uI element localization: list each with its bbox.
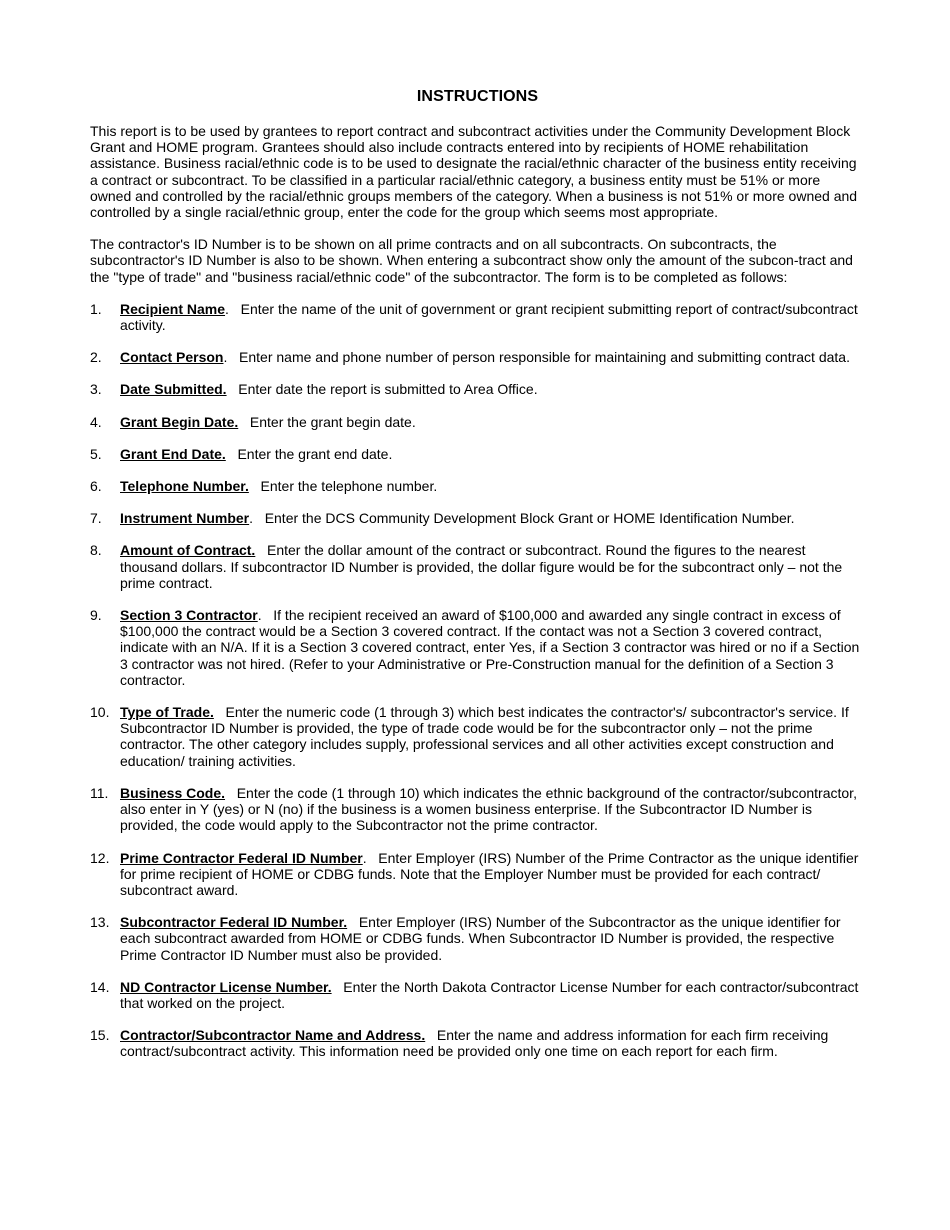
- list-item: [90, 349, 865, 365]
- list-item: [90, 850, 865, 899]
- instruction-list: [90, 301, 865, 1060]
- item-number: 12.: [90, 849, 110, 866]
- item-term-punctuation: .: [249, 510, 254, 527]
- list-item: [90, 510, 865, 526]
- item-number: 11.: [90, 784, 109, 801]
- item-description: Enter the name of the unit of government or grant recipient submitting report of contract/subcontract activity.: [120, 300, 858, 334]
- item-number: 13.: [90, 914, 110, 931]
- item-term: Amount of Contract.: [120, 542, 256, 559]
- list-item: [90, 914, 865, 963]
- item-number: 6.: [90, 478, 102, 495]
- item-description: Enter the grant begin date.: [249, 413, 416, 430]
- item-term: Grant Begin Date.: [120, 413, 239, 430]
- item-description: Enter the DCS Community Development Block Grant or HOME Identification Number.: [264, 510, 795, 527]
- item-description: Enter Employer (IRS) Number of the Prime Contractor as the unique identifier for prime recipient of HOME or CDBG funds. Note that the Employer Number must be provided for each contract/ subcontract award.: [120, 849, 859, 898]
- list-item: [90, 1027, 865, 1059]
- list-item: [90, 607, 865, 688]
- item-description: Enter the North Dakota Contractor License Number for each contractor/subcontract that worked on the project.: [120, 978, 859, 1011]
- item-term: Contractor/Subcontractor Name and Address.: [120, 1027, 426, 1044]
- item-term: Subcontractor Federal ID Number.: [120, 914, 348, 931]
- item-description: Enter name and phone number of person responsible for maintaining and submitting contract data.: [239, 349, 850, 366]
- list-item: [90, 301, 865, 333]
- item-term: Instrument Number: [120, 510, 250, 527]
- list-item: [90, 785, 865, 834]
- item-number: 1.: [90, 300, 102, 317]
- item-number: 3.: [90, 381, 102, 398]
- item-description: Enter the numeric code (1 through 3) which best indicates the contractor's/ subcontractor's service. If Subcontractor ID Number is provided, the type of trade code would be for the subcontractor only – not the prime contractor. The other category includes supply, professional services and all other activities except construction and education/ training activities.: [120, 704, 849, 769]
- item-description: Enter the name and address information for each firm receiving contract/subcontract activity. This information need be provided only one time on each report for each firm.: [120, 1027, 829, 1060]
- item-term: Business Code.: [120, 784, 226, 801]
- list-item: [90, 478, 865, 494]
- item-term-punctuation: .: [362, 849, 367, 866]
- item-term-punctuation: .: [223, 349, 228, 366]
- item-description: If the recipient received an award of $100,000 and awarded any single contract in excess of $100,000 the contract would be a Section 3 covered contract. If the contact was not a Section 3 covered contract, indicate with an N/A. If it is a Section 3 covered contract, enter Yes, if a Section 3 contractor was hired or no if a Section 3 contractor was not hired. (Refer to your Administrative or Pre-Construction manual for the definition of a Section 3 contractor.: [120, 607, 860, 688]
- instructions-page: [90, 87, 865, 1076]
- list-item: [90, 414, 865, 430]
- item-term: Date Submitted.: [120, 381, 227, 398]
- intro-paragraph-1: This report is to be used by grantees to report contract and subcontract activities under the Community Development Block Grant and HOME program. Grantees should also include contracts entered into by recipients of HOME rehabilitation assistance. Business racial/ethnic code is to be used to designate the racial/ethnic character of the business entity receiving a contract or subcontract. To be classified in a particular racial/ethnic category, a business entity must be 51% or more owned and controlled by the racial/ethnic groups members of the category. When a business is not 51% or more owned and controlled by a single racial/ethnic group, enter the code for the group which seems most appropriate.: [90, 123, 858, 221]
- item-number: 8.: [90, 542, 102, 559]
- item-number: 9.: [90, 607, 102, 624]
- item-term: Type of Trade.: [120, 704, 214, 721]
- item-term: Telephone Number.: [120, 478, 249, 495]
- item-number: 5.: [90, 445, 102, 462]
- item-number: 4.: [90, 413, 102, 430]
- item-term: Recipient Name: [120, 300, 226, 317]
- item-number: 2.: [90, 349, 102, 366]
- intro-paragraph-2: The contractor's ID Number is to be shown on all prime contracts and on all subcontracts. On subcontracts, the subcontractor's ID Number is also to be shown. When entering a subcontract show only the amount of the subcon-tract and the "type of trade" and "business racial/ethnic code" of the subcontractor. The form is to be completed as follows:: [90, 236, 853, 285]
- list-item: [90, 446, 865, 462]
- item-number: 7.: [90, 510, 102, 527]
- item-description: Enter the grant end date.: [237, 445, 393, 462]
- item-description: Enter date the report is submitted to Area Office.: [238, 381, 538, 398]
- item-term: ND Contractor License Number.: [120, 978, 332, 995]
- list-item: [90, 979, 865, 1011]
- item-term: Grant End Date.: [120, 445, 226, 462]
- item-description: Enter the dollar amount of the contract or subcontract. Round the figures to the nearest thousand dollars. If subcontractor ID Number is provided, the dollar figure would be for the subcontract only – not the prime contract.: [120, 542, 843, 591]
- item-description: Enter the telephone number.: [260, 478, 438, 495]
- item-description: Enter the code (1 through 10) which indicates the ethnic background of the contractor/subcontractor, also enter in Y (yes) or N (no) if the business is a women business enterprise. If the Subcontractor ID Number is provided, the code would apply to the Subcontractor not the prime contractor.: [120, 784, 857, 834]
- list-item: [90, 704, 865, 769]
- item-term: Prime Contractor Federal ID Number: [120, 849, 363, 866]
- item-number: 10.: [90, 704, 110, 721]
- list-item: [90, 381, 865, 397]
- page-title: INSTRUCTIONS: [416, 88, 539, 105]
- item-term: Contact Person: [120, 349, 224, 366]
- item-term: Section 3 Contractor: [120, 607, 258, 624]
- item-description: Enter Employer (IRS) Number of the Subcontractor as the unique identifier for each subcontract awarded from HOME or CDBG funds. When Subcontractor ID Number is provided, the respective Prime Contractor ID Number must also be provided.: [120, 914, 841, 963]
- list-item: [90, 542, 865, 591]
- item-term-punctuation: .: [257, 607, 262, 624]
- item-term-punctuation: .: [225, 300, 229, 317]
- item-number: 14.: [90, 978, 110, 995]
- item-number: 15.: [90, 1027, 110, 1044]
